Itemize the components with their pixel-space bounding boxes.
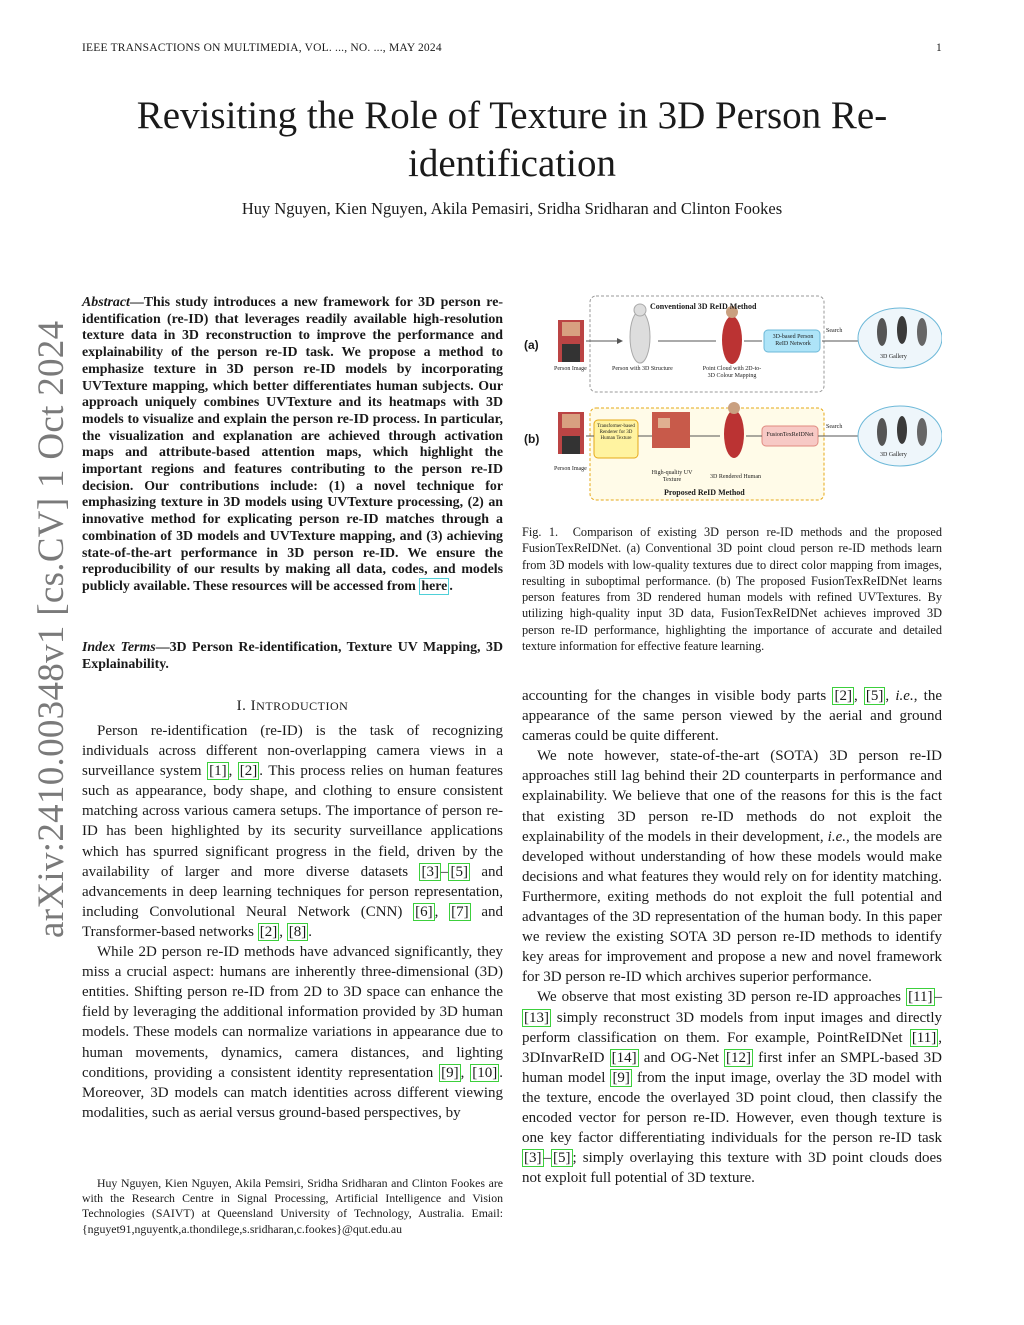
paper-title: Revisiting the Role of Texture in 3D Person Re-identification [136, 94, 888, 185]
citation-link[interactable]: [10] [472, 1064, 498, 1081]
conventional-title: Conventional 3D ReID Method [650, 302, 757, 311]
running-header [82, 42, 942, 54]
figure-caption [522, 524, 942, 654]
citation-link[interactable]: [2] [239, 763, 258, 780]
abstract-text: —This study introduces a new framework for 3D person re-identification (re-ID) that leverages readily available high-resolution texture data in 3D reconstruction to improve the performance and explainability of the person re-ID task. We propose a method to emphasize texture in 3D person re-ID models by incorporating UVTexture mapping, which better differentiates human subjects. Our approach uniquely combines UVTexture and its heatmaps with 3D models to visualize and explain the person re-ID process. In particular, the visualization and explanation are achieved through activation maps and attribute-based attention maps, which highlight the important regions and features contributing to the person re-ID decision. Our contributions include: (1) a novel technique for emphasizing texture in 3D models using UVTexture processing, (2) an innovative method for explicating person re-ID matches through a combination of 3D models and UVTexture mapping, and (3) achieving state-of-the-art performance in 3D person re-ID. We ensure the reproducibility of our results by making all data, codes, and models publicly available. These resources will be accessed from [82, 295, 503, 594]
caption-text: Comparison of existing 3D person re-ID methods and the proposed FusionTexReIDNet. (a) Conventional 3D point cloud person re-ID methods learn from 3D models with low-quality textures due to direct color mapping from images, resulting in suboptimal performance. (b) The proposed FusionTexReIDNet learns person features from 3D rendered human models with refined UVTextures. By utilizing high-quality input 3D data, FusionTexReIDNet achieves improved 3D person re-ID performance, highlighting the importance of accurate and detailed texture information for effective feature learning. [522, 525, 942, 654]
citation-link[interactable]: [5] [553, 1150, 571, 1167]
figure-1: (a) (b) Conventional 3D ReID Method Proposed ReID Method Person Image Person Image Person with 3D Structure Point Cloud with 2D-to-3D Colour Mapping 3D-based Person ReID Network Search Search 3D Gallery 3D Gallery Transformer-based Renderer for 3D Human Texture High-quality UV Texture 3D Rendered Human FusionTexReIDNet [522, 292, 942, 502]
citation-link[interactable]: [14] [611, 1049, 637, 1066]
citation-link[interactable]: [11] [911, 1029, 937, 1046]
author-footnote: Huy Nguyen, Kien Nguyen, Akila Pemsiri, Sridha Sridharan and Clinton Fookes are with the Research Centre in Signal Processing, Artificial Intelligence and Vision Technologies (SAIVT) at Queensland University of Technology, Australia. Email: {nguyet91,nguyentk,a.thondilege,s.sridharan,c.fookes}@qut.edu.au [82, 1176, 503, 1236]
citation-link[interactable]: [8] [288, 923, 307, 940]
resources-link[interactable]: here [421, 578, 448, 594]
section-heading: I. INTRODUCTION [236, 698, 349, 714]
intro-paragraph-4: We observe that most existing 3D person re-ID approaches [11] –[13] simply reconstruct 3D models from input images and directly perform classification on them. For example, PointReIDNet [11] , 3DInvarReID [14] and OG-Net [12] first infer an SMPL-based 3D human model [9] from the input image, overlay the 3D model with the texture, encode the overlayed 3D point cloud, then classify the encoded vector for person re-ID. However, even though texture is one key factor differentiating individuals for the person re-ID task [3] – [5] ; simply overlaying this texture with 3D point clouds does not exploit full potential of 3D texture. [522, 989, 942, 1187]
citation-link[interactable]: [9] [612, 1069, 630, 1086]
citation-link[interactable]: [13] [524, 1009, 549, 1026]
intro-left-column [82, 721, 503, 1123]
proposed-title: Proposed ReID Method [664, 488, 745, 497]
rendered-human [724, 410, 744, 458]
abstract-label: Abstract [82, 295, 130, 310]
citation-link[interactable]: [5] [450, 863, 468, 880]
caption-label: Fig. 1. [522, 525, 559, 539]
intro-paragraph-2-cont: accounting for the changes in visible body parts [2] , [5] , i.e., the appearance of the same person viewed by the aerial and ground cameras could be quite different. [522, 688, 943, 745]
index-terms-text: —3D Person Re-identification, Texture UV Mapping, 3D Explainability. [82, 640, 503, 672]
author-list: Huy Nguyen, Kien Nguyen, Akila Pemasiri, Sridha Sridharan and Clinton Fookes [241, 199, 783, 218]
intro-paragraph-1: Person re-identification (re-ID) is the task of recognizing individuals across different non-overlapping camera views in a surveillance system [1] , [2] . This process relies on human features such as appearance, body shape, and clothing to ensure consistent matching across various camera setups. The importance of person re-ID has been highlighted by its security surveillance applications which has spurred significant progress in the field, driven by the availability of larger and more diverse datasets [3] – [5] and advancements in deep learning techniques for person representation, including Convolutional Neural Network (CNN) [6] , [7] and Transformer-based networks [2] , [8] . [82, 723, 503, 940]
citation-link[interactable]: [7] [451, 903, 469, 920]
point-cloud [722, 316, 742, 364]
citation-link[interactable]: [2] [834, 688, 852, 704]
citation-link[interactable]: [3] [421, 863, 439, 880]
citation-link[interactable]: [11] [908, 989, 933, 1006]
citation-link[interactable]: [9] [441, 1064, 459, 1081]
intro-paragraph-2: While 2D person re-ID methods have advanced significantly, they miss a crucial aspect: humans are inherently three-dimensional (3D) entities. Shifting person re-ID from 2D to 3D space can enhance the field by leveraging the additional information provided by 3D human models. These models can normalize variations in appearance due to human movements, dynamics, camera distances, and lighting conditions, providing a consistent identity representation [9] , [10] . Moreover, 3D models can match identities across different viewing modalities, such as aerial versus ground-based perspectives, by [82, 944, 503, 1121]
page-number: 1 [936, 42, 942, 54]
citation-link[interactable]: [3] [524, 1150, 542, 1167]
abstract: Abstract—This study introduces a new framework for 3D person re-identification (re-ID) that leverages readily available high-resolution texture data in 3D reconstruction to improve the performance and explainability of the person re-ID task. We propose a method to emphasize texture in 3D person re-ID models by incorporating UVTexture mapping, which better differentiates human subjects. Our approach uniquely combines UVTexture and its heatmaps with 3D models to visualize and explain the person re-ID process. In particular, the visualization and explanation are achieved through activation maps and attribute-based attention maps, which highlight the important regions and features contributing to the person re-ID decision. Our contributions include: (1) a novel technique for emphasizing texture in 3D models using UVTexture processing, (2) an innovative method for explicating person re-ID matches through a combination of 3D models and UVTexture mapping, and (3) achieving state-of-the-art performance in 3D person re-ID. We ensure the reproducibility of our results by making all data, codes, and models publicly available. These resources will be accessed from here . [82, 295, 503, 594]
citation-link[interactable]: [5] [865, 688, 884, 704]
citation-link[interactable]: [12] [726, 1049, 751, 1066]
citation-link[interactable]: [2] [259, 923, 278, 940]
citation-link[interactable]: [1] [209, 763, 227, 780]
arxiv-stamp: arXiv:2410.00348v1 [cs.CV] 1 Oct 2024 [31, 320, 72, 938]
journal-header: IEEE TRANSACTIONS ON MULTIMEDIA, VOL. ..., NO. ..., MAY 2024 [82, 42, 442, 54]
mesh-3d [630, 311, 650, 363]
uv-texture [652, 412, 690, 448]
intro-paragraph-3: We note however, state-of-the-art (SOTA) 3D person re-ID approaches still lag behind their 2D counterparts in performance and explainability. We believe that one of the reasons for this is the fact that existing 3D person re-ID methods do not exploit the explainability of the models in their development, i.e., the models are developed without understanding of how these models would make decisions and what features they would rely on for identity matching. Furthermore, exiting methods do not exploit the full potential and advantages of the 3D representation of the human body. In this paper we review the existing SOTA 3D person re-ID methods to identify key areas for improvement and propose a new and novel framework for 3D person re-ID which archives superior performance. [522, 748, 942, 986]
index-terms [82, 640, 503, 673]
intro-right-column [522, 686, 942, 1188]
citation-link[interactable]: [6] [415, 903, 433, 920]
index-terms-label: Index Terms [82, 640, 156, 655]
